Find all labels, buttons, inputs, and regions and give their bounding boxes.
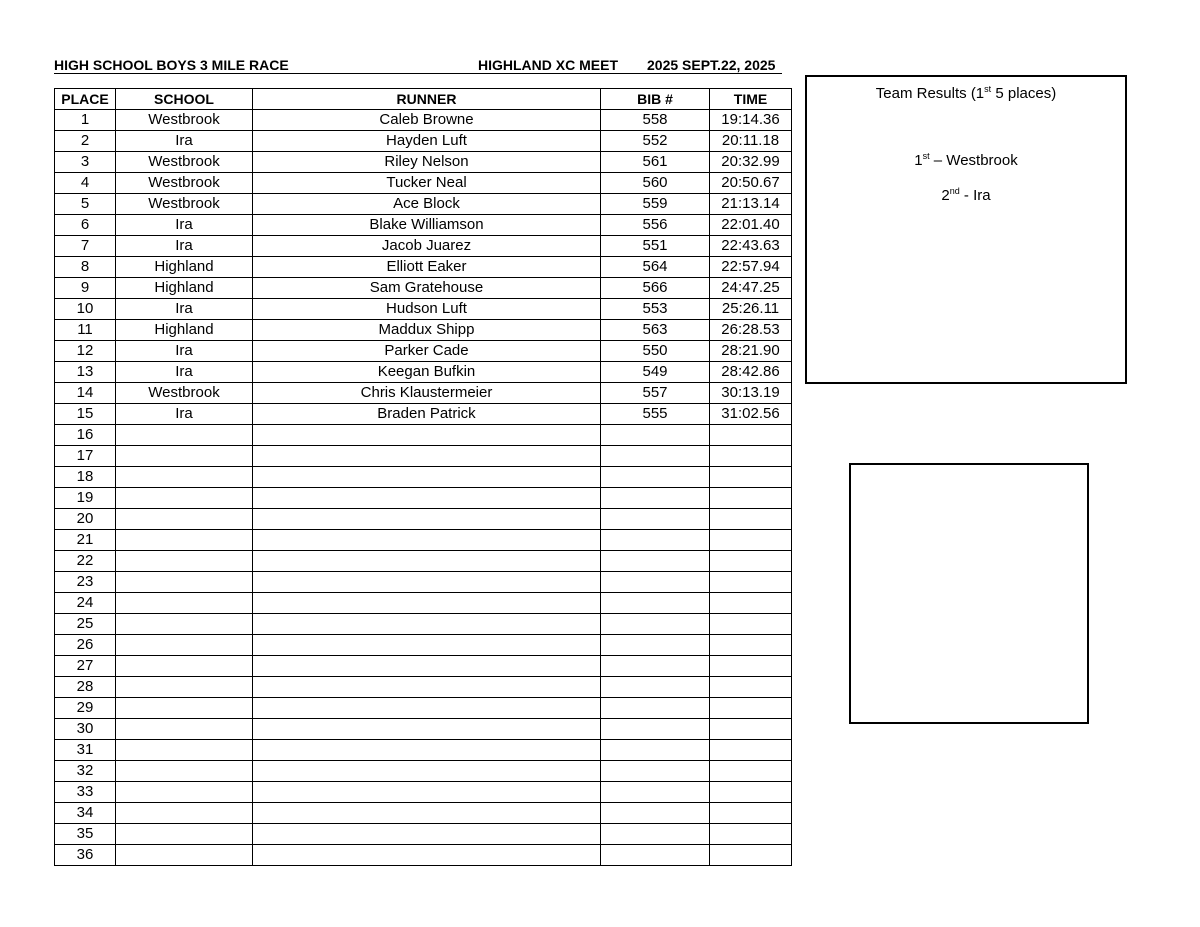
place-cell: 28 [55, 677, 116, 698]
table-row [55, 362, 792, 383]
runner-cell [253, 593, 601, 614]
place-cell: 3 [55, 152, 116, 173]
column-header-runner: RUNNER [253, 89, 601, 110]
bib-cell [601, 551, 710, 572]
table-row [55, 677, 792, 698]
school-cell: Ira [116, 215, 253, 236]
place-cell: 6 [55, 215, 116, 236]
bib-cell: 558 [601, 110, 710, 131]
column-header-time: TIME [710, 89, 792, 110]
table-row [55, 845, 792, 866]
place-cell: 26 [55, 635, 116, 656]
time-cell [710, 719, 792, 740]
header-row [55, 89, 792, 110]
runner-cell [253, 719, 601, 740]
place-cell: 4 [55, 173, 116, 194]
table-row [55, 467, 792, 488]
table-row [55, 236, 792, 257]
table-row [55, 341, 792, 362]
place-cell: 10 [55, 299, 116, 320]
place-cell: 13 [55, 362, 116, 383]
results-body [55, 110, 792, 866]
bib-cell: 564 [601, 257, 710, 278]
table-row [55, 782, 792, 803]
runner-cell: Blake Williamson [253, 215, 601, 236]
runner-cell [253, 803, 601, 824]
bib-cell [601, 719, 710, 740]
runner-cell [253, 467, 601, 488]
school-cell [116, 551, 253, 572]
blank-box [849, 463, 1089, 724]
place-cell: 5 [55, 194, 116, 215]
time-cell [710, 803, 792, 824]
school-cell [116, 488, 253, 509]
runner-cell [253, 656, 601, 677]
time-cell [710, 530, 792, 551]
time-cell [710, 656, 792, 677]
school-cell: Ira [116, 404, 253, 425]
results-table [54, 88, 792, 866]
time-cell [710, 782, 792, 803]
time-cell [710, 677, 792, 698]
place-cell: 21 [55, 530, 116, 551]
school-cell [116, 677, 253, 698]
place-cell: 35 [55, 824, 116, 845]
runner-cell: Sam Gratehouse [253, 278, 601, 299]
runner-cell [253, 446, 601, 467]
runner-cell: Hudson Luft [253, 299, 601, 320]
runner-cell: Jacob Juarez [253, 236, 601, 257]
table-row [55, 635, 792, 656]
bib-cell [601, 614, 710, 635]
bib-cell [601, 488, 710, 509]
team-place-second: 2nd - Ira [941, 186, 991, 204]
runner-cell [253, 761, 601, 782]
place-cell: 22 [55, 551, 116, 572]
bib-cell: 556 [601, 215, 710, 236]
bib-cell: 557 [601, 383, 710, 404]
table-row [55, 404, 792, 425]
runner-cell: Keegan Bufkin [253, 362, 601, 383]
team-results-title: Team Results (1st 5 places) [875, 84, 1057, 102]
runner-cell: Tucker Neal [253, 173, 601, 194]
place-cell: 1 [55, 110, 116, 131]
place-cell: 24 [55, 593, 116, 614]
time-cell [710, 635, 792, 656]
table-row [55, 257, 792, 278]
table-row [55, 173, 792, 194]
school-cell [116, 656, 253, 677]
bib-cell [601, 740, 710, 761]
table-row [55, 215, 792, 236]
table-row [55, 152, 792, 173]
time-cell [710, 467, 792, 488]
place-cell: 2 [55, 131, 116, 152]
table-row [55, 278, 792, 299]
place-cell: 16 [55, 425, 116, 446]
bib-cell [601, 509, 710, 530]
table-row [55, 299, 792, 320]
school-cell: Westbrook [116, 152, 253, 173]
school-cell [116, 446, 253, 467]
bib-cell: 560 [601, 173, 710, 194]
time-cell [710, 446, 792, 467]
time-cell: 28:42.86 [710, 362, 792, 383]
table-row [55, 761, 792, 782]
bib-cell [601, 446, 710, 467]
bib-cell [601, 530, 710, 551]
school-cell: Ira [116, 236, 253, 257]
time-cell: 20:50.67 [710, 173, 792, 194]
bib-cell [601, 572, 710, 593]
time-cell [710, 824, 792, 845]
table-row [55, 110, 792, 131]
place-cell: 36 [55, 845, 116, 866]
school-cell [116, 803, 253, 824]
time-cell: 30:13.19 [710, 383, 792, 404]
table-row [55, 446, 792, 467]
time-cell [710, 425, 792, 446]
place-cell: 17 [55, 446, 116, 467]
table-row [55, 740, 792, 761]
time-cell [710, 761, 792, 782]
bib-cell: 559 [601, 194, 710, 215]
bib-cell [601, 677, 710, 698]
runner-cell [253, 551, 601, 572]
bib-cell: 552 [601, 131, 710, 152]
school-cell [116, 509, 253, 530]
time-cell [710, 614, 792, 635]
bib-cell [601, 845, 710, 866]
time-cell [710, 572, 792, 593]
bib-cell: 566 [601, 278, 710, 299]
bib-cell: 550 [601, 341, 710, 362]
place-cell: 19 [55, 488, 116, 509]
school-cell [116, 593, 253, 614]
race-title: HIGH SCHOOL BOYS 3 MILE RACE [54, 57, 289, 73]
school-cell: Ira [116, 362, 253, 383]
table-row [55, 593, 792, 614]
runner-cell [253, 572, 601, 593]
column-header-bib: BIB # [601, 89, 710, 110]
meet-name: HIGHLAND XC MEET [478, 57, 618, 73]
school-cell [116, 740, 253, 761]
school-cell: Highland [116, 257, 253, 278]
place-cell: 14 [55, 383, 116, 404]
school-cell: Highland [116, 278, 253, 299]
time-cell: 24:47.25 [710, 278, 792, 299]
time-cell [710, 593, 792, 614]
time-cell [710, 845, 792, 866]
time-cell: 22:01.40 [710, 215, 792, 236]
place-cell: 8 [55, 257, 116, 278]
time-cell: 28:21.90 [710, 341, 792, 362]
time-cell: 26:28.53 [710, 320, 792, 341]
table-row [55, 614, 792, 635]
school-cell [116, 530, 253, 551]
runner-cell [253, 530, 601, 551]
runner-cell [253, 509, 601, 530]
bib-cell [601, 656, 710, 677]
runner-cell [253, 698, 601, 719]
place-cell: 15 [55, 404, 116, 425]
time-cell [710, 488, 792, 509]
place-cell: 9 [55, 278, 116, 299]
school-cell: Ira [116, 341, 253, 362]
table-row [55, 824, 792, 845]
table-row [55, 572, 792, 593]
table-row [55, 131, 792, 152]
runner-cell [253, 425, 601, 446]
school-cell [116, 467, 253, 488]
table-row [55, 551, 792, 572]
school-cell: Ira [116, 131, 253, 152]
runner-cell: Parker Cade [253, 341, 601, 362]
team-place-first: 1st – Westbrook [914, 151, 1018, 169]
bib-cell [601, 782, 710, 803]
school-cell [116, 845, 253, 866]
place-cell: 29 [55, 698, 116, 719]
runner-cell: Elliott Eaker [253, 257, 601, 278]
time-cell: 22:57.94 [710, 257, 792, 278]
bib-cell: 563 [601, 320, 710, 341]
school-cell: Highland [116, 320, 253, 341]
school-cell: Westbrook [116, 194, 253, 215]
runner-cell: Ace Block [253, 194, 601, 215]
time-cell: 21:13.14 [710, 194, 792, 215]
school-cell: Westbrook [116, 383, 253, 404]
runner-cell: Chris Klaustermeier [253, 383, 601, 404]
school-cell: Westbrook [116, 110, 253, 131]
place-cell: 23 [55, 572, 116, 593]
place-cell: 32 [55, 761, 116, 782]
bib-cell: 553 [601, 299, 710, 320]
place-cell: 31 [55, 740, 116, 761]
place-cell: 33 [55, 782, 116, 803]
table-row [55, 509, 792, 530]
time-cell: 19:14.36 [710, 110, 792, 131]
table-row [55, 320, 792, 341]
runner-cell: Caleb Browne [253, 110, 601, 131]
place-cell: 34 [55, 803, 116, 824]
table-row [55, 656, 792, 677]
time-cell: 20:11.18 [710, 131, 792, 152]
place-cell: 20 [55, 509, 116, 530]
school-cell: Ira [116, 299, 253, 320]
time-cell [710, 740, 792, 761]
header-underline [54, 73, 782, 74]
table-row [55, 383, 792, 404]
runner-cell: Hayden Luft [253, 131, 601, 152]
time-cell [710, 698, 792, 719]
table-row [55, 194, 792, 215]
runner-cell: Braden Patrick [253, 404, 601, 425]
time-cell: 31:02.56 [710, 404, 792, 425]
place-cell: 11 [55, 320, 116, 341]
table-row [55, 530, 792, 551]
table-row [55, 698, 792, 719]
time-cell: 20:32.99 [710, 152, 792, 173]
time-cell [710, 509, 792, 530]
place-cell: 30 [55, 719, 116, 740]
bib-cell: 549 [601, 362, 710, 383]
table-row [55, 488, 792, 509]
time-cell [710, 551, 792, 572]
runner-cell [253, 740, 601, 761]
place-cell: 25 [55, 614, 116, 635]
team-results-box [805, 75, 1127, 384]
bib-cell [601, 824, 710, 845]
time-cell: 25:26.11 [710, 299, 792, 320]
bib-cell: 555 [601, 404, 710, 425]
place-cell: 7 [55, 236, 116, 257]
school-cell [116, 698, 253, 719]
runner-cell [253, 845, 601, 866]
school-cell [116, 614, 253, 635]
bib-cell [601, 761, 710, 782]
place-cell: 18 [55, 467, 116, 488]
runner-cell [253, 782, 601, 803]
runner-cell: Riley Nelson [253, 152, 601, 173]
bib-cell [601, 803, 710, 824]
bib-cell: 561 [601, 152, 710, 173]
time-cell: 22:43.63 [710, 236, 792, 257]
school-cell [116, 635, 253, 656]
school-cell [116, 782, 253, 803]
runner-cell [253, 677, 601, 698]
school-cell [116, 572, 253, 593]
bib-cell [601, 635, 710, 656]
school-cell [116, 425, 253, 446]
school-cell: Westbrook [116, 173, 253, 194]
bib-cell [601, 698, 710, 719]
table-row [55, 719, 792, 740]
bib-cell: 551 [601, 236, 710, 257]
runner-cell [253, 488, 601, 509]
bib-cell [601, 467, 710, 488]
table-row [55, 425, 792, 446]
school-cell [116, 761, 253, 782]
meet-date: 2025 SEPT.22, 2025 [647, 57, 776, 73]
bib-cell [601, 593, 710, 614]
column-header-school: SCHOOL [116, 89, 253, 110]
column-header-place: PLACE [55, 89, 116, 110]
place-cell: 12 [55, 341, 116, 362]
table-row [55, 803, 792, 824]
runner-cell: Maddux Shipp [253, 320, 601, 341]
runner-cell [253, 824, 601, 845]
place-cell: 27 [55, 656, 116, 677]
runner-cell [253, 635, 601, 656]
bib-cell [601, 425, 710, 446]
school-cell [116, 824, 253, 845]
school-cell [116, 719, 253, 740]
runner-cell [253, 614, 601, 635]
